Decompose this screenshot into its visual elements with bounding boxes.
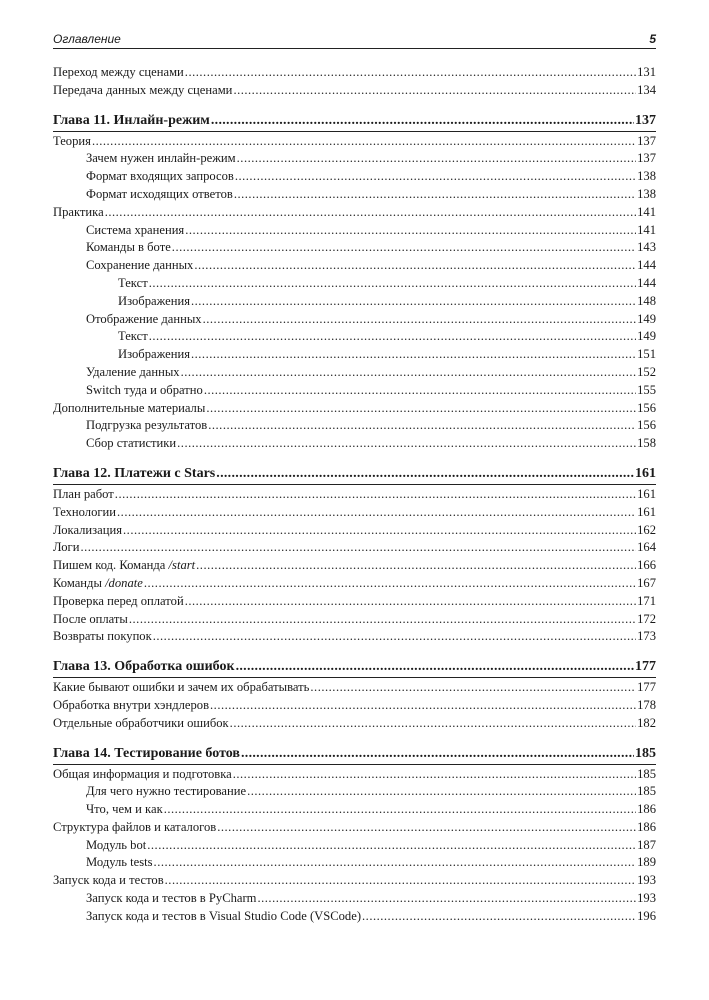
toc-page-number: 185 xyxy=(637,766,656,781)
toc-entry-title: Глава 13. Обработка ошибок xyxy=(53,659,235,675)
toc-dot-leader xyxy=(211,110,634,131)
toc-dot-leader xyxy=(310,679,636,697)
toc-entry-title: Теория xyxy=(53,133,91,148)
toc-page-number: 156 xyxy=(637,418,656,433)
toc-dot-leader xyxy=(257,890,636,908)
toc-entry-title: Формат входящих запросов xyxy=(86,169,234,184)
toc-entry-title: Удаление данных xyxy=(86,364,180,379)
toc-entry-title: Запуск кода и тестов xyxy=(53,873,164,888)
toc-entry-title: Для чего нужно тестирование xyxy=(86,784,247,799)
toc-dot-leader xyxy=(129,611,636,629)
toc-entry[interactable] xyxy=(53,186,656,204)
toc-entry-title: Отдельные обработчики ошибок xyxy=(53,715,229,730)
toc-entry-title: Зачем нужен инлайн-режим xyxy=(86,151,236,166)
toc-entry[interactable] xyxy=(53,611,656,629)
toc-page-number: 149 xyxy=(637,329,656,344)
toc-entry-title: Возвраты покупок xyxy=(53,629,152,644)
toc-entry[interactable] xyxy=(53,679,656,697)
toc-page-number: 185 xyxy=(637,784,656,799)
toc-dot-leader xyxy=(206,400,636,418)
toc-entry[interactable] xyxy=(53,400,656,418)
toc-page-number: 161 xyxy=(637,504,656,519)
toc-page-number: 166 xyxy=(637,558,656,573)
toc-page-number: 187 xyxy=(637,837,656,852)
toc-entry-title: Проверка перед оплатой xyxy=(53,593,184,608)
toc-entry[interactable] xyxy=(53,872,656,890)
toc-entry[interactable] xyxy=(53,346,656,364)
toc-page-number: 186 xyxy=(637,802,656,817)
toc-chapter[interactable] xyxy=(53,110,656,132)
toc-entry[interactable] xyxy=(53,486,656,504)
toc-page-number: 186 xyxy=(637,819,656,834)
toc-entry-title: Команды в боте xyxy=(86,240,171,255)
toc-entry-title: Запуск кода и тестов в PyCharm xyxy=(86,891,257,906)
toc-entry-title: Модуль bot xyxy=(86,837,147,852)
toc-entry[interactable] xyxy=(53,222,656,240)
toc-dot-leader xyxy=(362,908,636,926)
toc-dot-leader xyxy=(105,204,636,222)
toc-entry-title: Изображения xyxy=(118,293,190,308)
toc-dot-leader xyxy=(149,275,636,293)
toc-dot-leader xyxy=(237,150,636,168)
toc-chapter[interactable] xyxy=(53,463,656,485)
toc-entry-title: Формат исходящих ответов xyxy=(86,186,233,201)
toc-page-number: 193 xyxy=(637,891,656,906)
toc-page-number: 141 xyxy=(637,204,656,219)
toc-entry-title: Обработка внутри хэндлеров xyxy=(53,697,210,712)
toc-page-number: 144 xyxy=(637,275,656,290)
toc-entry-title: Сбор статистики xyxy=(86,436,177,451)
toc-entry-title: Текст xyxy=(118,275,148,290)
toc-entry[interactable] xyxy=(53,150,656,168)
toc-entry[interactable] xyxy=(53,783,656,801)
toc-dot-leader xyxy=(204,382,636,400)
toc-dot-leader xyxy=(194,257,636,275)
toc-entry-title: Подгрузка результатов xyxy=(86,418,208,433)
toc-dot-leader xyxy=(92,133,636,151)
toc-entry-title: Изображения xyxy=(118,347,190,362)
toc-entry[interactable] xyxy=(53,168,656,186)
toc-page-number: 152 xyxy=(637,364,656,379)
toc-page-number: 151 xyxy=(637,347,656,362)
toc-dot-leader xyxy=(181,364,637,382)
toc-page-number: 144 xyxy=(637,258,656,273)
toc-entry[interactable] xyxy=(53,364,656,382)
toc-entry-title: Общая информация и подготовка xyxy=(53,766,232,781)
toc-entry-title: Текст xyxy=(118,329,148,344)
toc-chapter[interactable] xyxy=(53,656,656,678)
toc-dot-leader xyxy=(117,504,636,522)
toc-command-name: /donate xyxy=(105,575,143,590)
toc-entry[interactable] xyxy=(53,819,656,837)
toc-entry-title: Модуль tests xyxy=(86,855,153,870)
toc-page-number: 178 xyxy=(637,697,656,712)
toc-entry[interactable] xyxy=(53,435,656,453)
toc-dot-leader xyxy=(191,293,636,311)
toc-page-number: 149 xyxy=(637,311,656,326)
toc-entry[interactable] xyxy=(53,328,656,346)
toc-dot-leader xyxy=(165,872,636,890)
toc-dot-leader xyxy=(164,801,636,819)
toc-page-number: 155 xyxy=(637,382,656,397)
toc-page-number: 161 xyxy=(637,486,656,501)
toc-dot-leader xyxy=(185,222,636,240)
toc-entry-title: Отображение данных xyxy=(86,311,202,326)
toc-entry[interactable] xyxy=(53,204,656,222)
toc-entry[interactable] xyxy=(53,557,656,575)
toc-entry[interactable] xyxy=(53,908,656,926)
toc-entry[interactable] xyxy=(53,311,656,329)
toc-dot-leader xyxy=(172,239,636,257)
toc-page-number: 161 xyxy=(635,465,656,481)
toc-entry-title: Глава 12. Платежи с Stars xyxy=(53,465,216,481)
toc-entry-title: Переход между сценами xyxy=(53,65,184,79)
toc-page-number: 177 xyxy=(635,659,656,675)
toc-entry-title: Глава 11. Инлайн-режим xyxy=(53,112,210,128)
toc-dot-leader xyxy=(230,715,636,733)
toc-entry-title: Локализация xyxy=(53,522,123,537)
toc-dot-leader xyxy=(203,311,637,329)
toc-entry[interactable] xyxy=(53,293,656,311)
toc-page-number: 137 xyxy=(635,112,656,128)
toc-entry[interactable] xyxy=(53,766,656,784)
toc-entry-title: Запуск кода и тестов в Visual Studio Code (VSCode) xyxy=(86,908,362,923)
toc-dot-leader xyxy=(241,743,634,764)
toc-page-number: 164 xyxy=(637,540,656,555)
toc-entry-title: Практика xyxy=(53,204,104,219)
toc-page-number: 156 xyxy=(637,400,656,415)
toc-page-number: 173 xyxy=(637,629,656,644)
toc-entry[interactable] xyxy=(53,239,656,257)
toc-entry[interactable] xyxy=(53,539,656,557)
toc-page-number: 162 xyxy=(637,522,656,537)
toc-entry-title: Пишем код. Команда /start xyxy=(53,558,196,573)
toc-dot-leader xyxy=(144,575,636,593)
toc-dot-leader xyxy=(185,593,636,611)
toc-page-number: 167 xyxy=(637,575,656,590)
toc-dot-leader xyxy=(216,463,634,484)
toc-entry-title: Структура файлов и каталогов xyxy=(53,819,217,834)
toc-page-number: 177 xyxy=(637,680,656,695)
header-page-number: 5 xyxy=(649,32,656,46)
toc-entry[interactable] xyxy=(53,715,656,733)
toc-entry[interactable] xyxy=(53,82,656,100)
toc-entry-title: Логи xyxy=(53,540,80,555)
toc-entry-title: После оплаты xyxy=(53,611,128,626)
toc-page-number: 172 xyxy=(637,611,656,626)
toc-page-number: 189 xyxy=(637,855,656,870)
toc-entry[interactable] xyxy=(53,522,656,540)
toc-entry-title: Передача данных между сценами xyxy=(53,82,233,97)
toc-dot-leader xyxy=(147,837,636,855)
toc-entry-title: Технологии xyxy=(53,504,117,519)
toc-dot-leader xyxy=(196,557,636,575)
toc-dot-leader xyxy=(247,783,636,801)
toc-entry-title: План работ xyxy=(53,486,114,501)
toc-dot-leader xyxy=(115,486,636,504)
toc-entry[interactable] xyxy=(53,854,656,872)
toc-dot-leader xyxy=(80,539,636,557)
toc-page-number: 196 xyxy=(637,908,656,923)
toc-entry[interactable] xyxy=(53,837,656,855)
toc-page-number: 134 xyxy=(637,82,656,97)
toc-entry-title: Глава 14. Тестирование ботов xyxy=(53,745,240,761)
toc-dot-leader xyxy=(177,435,636,453)
toc-page-number: 148 xyxy=(637,293,656,308)
toc-dot-leader xyxy=(123,522,636,540)
toc-entry-title: Сохранение данных xyxy=(86,258,194,273)
toc-entry[interactable] xyxy=(53,593,656,611)
toc-dot-leader xyxy=(233,766,636,784)
toc-dot-leader xyxy=(185,64,636,82)
toc-dot-leader xyxy=(210,697,636,715)
toc-dot-leader xyxy=(235,168,636,186)
header-title: Оглавление xyxy=(53,32,121,46)
toc-entry[interactable] xyxy=(53,133,656,151)
toc-entry[interactable] xyxy=(53,257,656,275)
toc-entry-title: Switch туда и обратно xyxy=(86,382,203,397)
toc-dot-leader xyxy=(149,328,636,346)
toc-dot-leader xyxy=(236,656,634,677)
toc-entry[interactable] xyxy=(53,504,656,522)
toc-chapter[interactable] xyxy=(53,743,656,765)
toc-page-number: 137 xyxy=(637,133,656,148)
toc-page-number: 182 xyxy=(637,715,656,730)
toc-page-number: 171 xyxy=(637,593,656,608)
toc-entry-title: Что, чем и как xyxy=(86,802,163,817)
toc-entry[interactable] xyxy=(53,697,656,715)
toc-dot-leader xyxy=(191,346,636,364)
toc-page-number: 193 xyxy=(637,873,656,888)
toc-page-number: 143 xyxy=(637,240,656,255)
toc-entry-title: Команды /donate xyxy=(53,575,143,590)
page-header xyxy=(53,31,656,49)
toc-command-name: /start xyxy=(168,558,196,573)
toc-page-number: 131 xyxy=(637,65,656,79)
toc-page-number: 138 xyxy=(637,169,656,184)
toc-entry[interactable] xyxy=(53,64,656,82)
toc-entry[interactable] xyxy=(53,417,656,435)
toc-entry[interactable] xyxy=(53,801,656,819)
toc-dot-leader xyxy=(233,82,636,100)
toc-entry-title: Система хранения xyxy=(86,222,185,237)
toc-entry-title: Какие бывают ошибки и зачем их обрабатывать xyxy=(53,680,310,695)
toc-page-number: 137 xyxy=(637,151,656,166)
toc-page-number: 158 xyxy=(637,436,656,451)
toc-entry[interactable] xyxy=(53,275,656,293)
toc-entry[interactable] xyxy=(53,382,656,400)
toc-dot-leader xyxy=(154,854,637,872)
toc-entry[interactable] xyxy=(53,575,656,593)
toc-dot-leader xyxy=(153,628,636,646)
toc-entry-title: Дополнительные материалы xyxy=(53,400,206,415)
table-of-contents xyxy=(53,64,656,926)
toc-page-number: 141 xyxy=(637,222,656,237)
toc-dot-leader xyxy=(208,417,636,435)
toc-entry[interactable] xyxy=(53,628,656,646)
toc-dot-leader xyxy=(217,819,636,837)
toc-entry[interactable] xyxy=(53,890,656,908)
toc-dot-leader xyxy=(234,186,636,204)
toc-page-number: 185 xyxy=(635,745,656,761)
toc-page-number: 138 xyxy=(637,186,656,201)
